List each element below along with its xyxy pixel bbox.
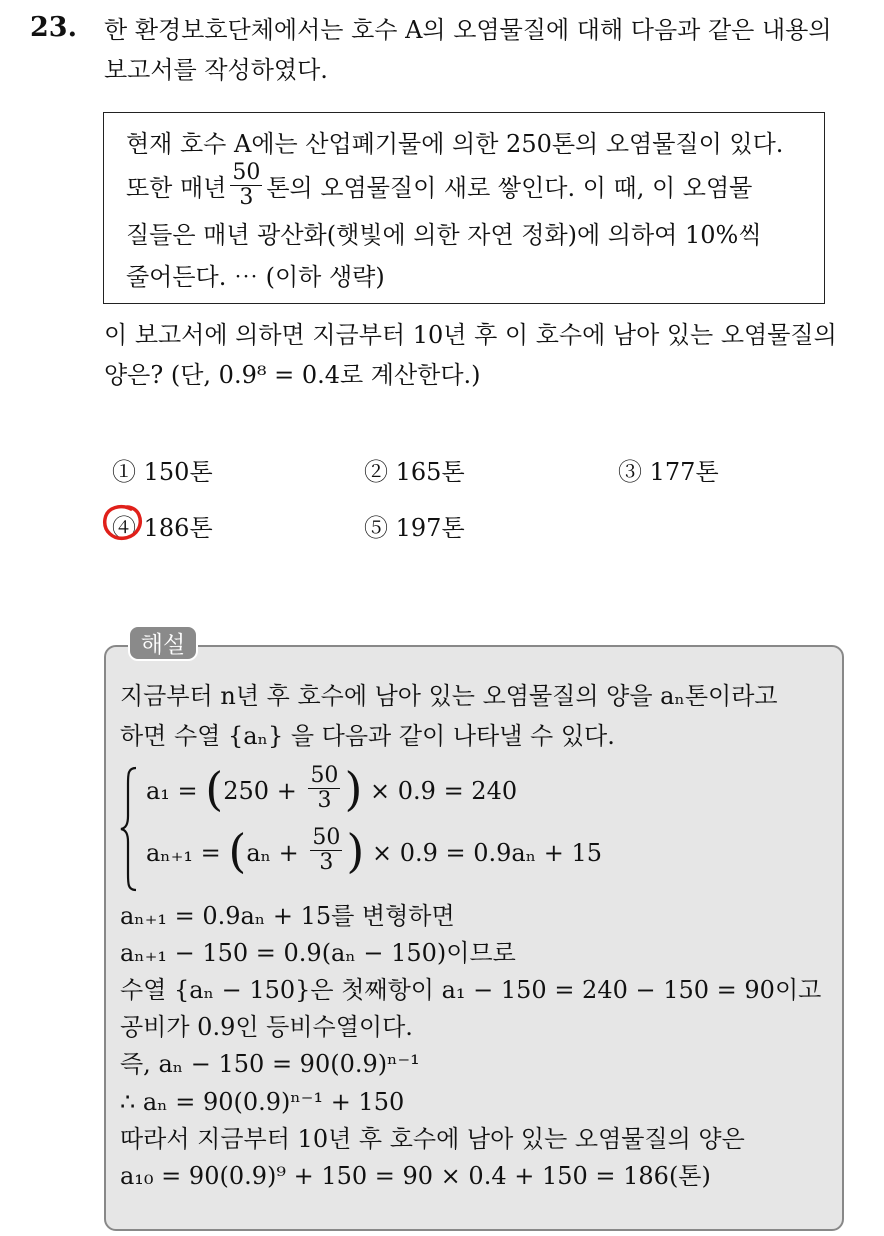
fraction-numerator: 50: [232, 160, 261, 185]
solution-line8: ∴ aₙ = 90(0.9)ⁿ⁻¹ + 150: [120, 1088, 405, 1116]
eq2-fraction-denominator: 3: [319, 850, 334, 875]
report-line1: 현재 호수 A에는 산업폐기물에 의한 250톤의 오염물질이 있다.: [126, 130, 784, 158]
eq2-fraction: [310, 826, 342, 875]
eq1-inner: 250 +: [223, 777, 305, 805]
solution-line3: aₙ₊₁ = 0.9aₙ + 15를 변형하면: [120, 902, 455, 930]
eq2-open-paren: (: [228, 823, 247, 878]
option-3[interactable]: [618, 452, 719, 487]
option-5-number: ⑤: [364, 514, 388, 542]
report-line2: [126, 160, 802, 214]
solution-line9: 따라서 지금부터 10년 후 호수에 남아 있는 오염물질의 양은: [120, 1125, 745, 1153]
solution-line2: 하면 수열 {aₙ} 을 다음과 같이 나타낼 수 있다.: [120, 722, 615, 750]
report-box: [103, 112, 825, 304]
eq1-fraction-denominator: 3: [317, 788, 332, 813]
question-ask-line2: 양은? (단, 0.9⁸ = 0.4로 계산한다.): [104, 361, 481, 389]
eq2-rhs: × 0.9 = 0.9aₙ + 15: [371, 839, 603, 867]
solution-line4: aₙ₊₁ − 150 = 0.9(aₙ − 150)이므로: [120, 939, 516, 967]
option-2-number: ②: [364, 458, 388, 486]
fraction-denominator: 3: [239, 185, 254, 210]
report-line4: 줄어든다. ⋯ (이하 생략): [126, 263, 385, 291]
solution-line7: 즉, aₙ − 150 = 90(0.9)ⁿ⁻¹: [120, 1050, 420, 1078]
option-1-text: 150톤: [143, 458, 213, 486]
eq2-close-paren: ): [346, 823, 365, 878]
question-ask-line1: 이 보고서에 의하면 지금부터 10년 후 이 호수에 남아 있는 오염물질의: [104, 321, 837, 349]
eq2-fraction-numerator: 50: [312, 825, 341, 850]
eq1-rhs: × 0.9 = 240: [370, 777, 518, 805]
solution-line10: a₁₀ = 90(0.9)⁹ + 150 = 90 × 0.4 + 150 = 186(톤): [120, 1162, 711, 1190]
option-5-text: 197톤: [395, 514, 465, 542]
report-line3: 질들은 매년 광산화(햇빛에 의한 자연 정화)에 의하여 10%씩: [126, 221, 762, 249]
option-4-text: 186톤: [143, 514, 213, 542]
question-stem-line2: 보고서를 작성하였다.: [104, 56, 328, 84]
answer-circle-mark-icon: [101, 503, 145, 543]
eq1-close-paren: ): [344, 761, 363, 816]
solution-equation2: [146, 823, 603, 879]
option-2[interactable]: [364, 452, 465, 487]
eq1-lhs: a₁ =: [146, 777, 206, 805]
option-1-number: ①: [112, 458, 136, 486]
question-stem-line1: 한 환경보호단체에서는 호수 A의 오염물질에 대해 다음과 같은 내용의: [104, 16, 832, 44]
system-brace-icon: [118, 764, 140, 894]
solution-tab: 해설: [128, 625, 198, 661]
report-line2-pre: 또한 매년: [126, 174, 227, 202]
option-2-text: 165톤: [395, 458, 465, 486]
question-number: 23.: [30, 12, 77, 43]
eq1-fraction: [308, 764, 340, 813]
solution-line5: 수열 {aₙ − 150}은 첫째항이 a₁ − 150 = 240 − 150 = 90이고: [120, 976, 822, 1004]
eq1-open-paren: (: [205, 761, 224, 816]
option-1[interactable]: [112, 452, 213, 487]
option-5[interactable]: [364, 508, 465, 543]
solution-line6: 공비가 0.9인 등비수열이다.: [120, 1013, 413, 1041]
solution-line1: 지금부터 n년 후 호수에 남아 있는 오염물질의 양을 aₙ톤이라고: [120, 682, 778, 710]
eq1-fraction-numerator: 50: [310, 763, 339, 788]
solution-equation1: [146, 761, 518, 817]
eq2-inner: aₙ +: [246, 839, 307, 867]
option-3-number: ③: [618, 458, 642, 486]
report-line2-post: 톤의 오염물질이 새로 쌓인다. 이 때, 이 오염물: [266, 174, 753, 202]
report-fraction: [230, 161, 262, 210]
eq2-lhs: aₙ₊₁ =: [146, 839, 229, 867]
option-4-number: ④: [112, 514, 136, 542]
option-3-text: 177톤: [649, 458, 719, 486]
